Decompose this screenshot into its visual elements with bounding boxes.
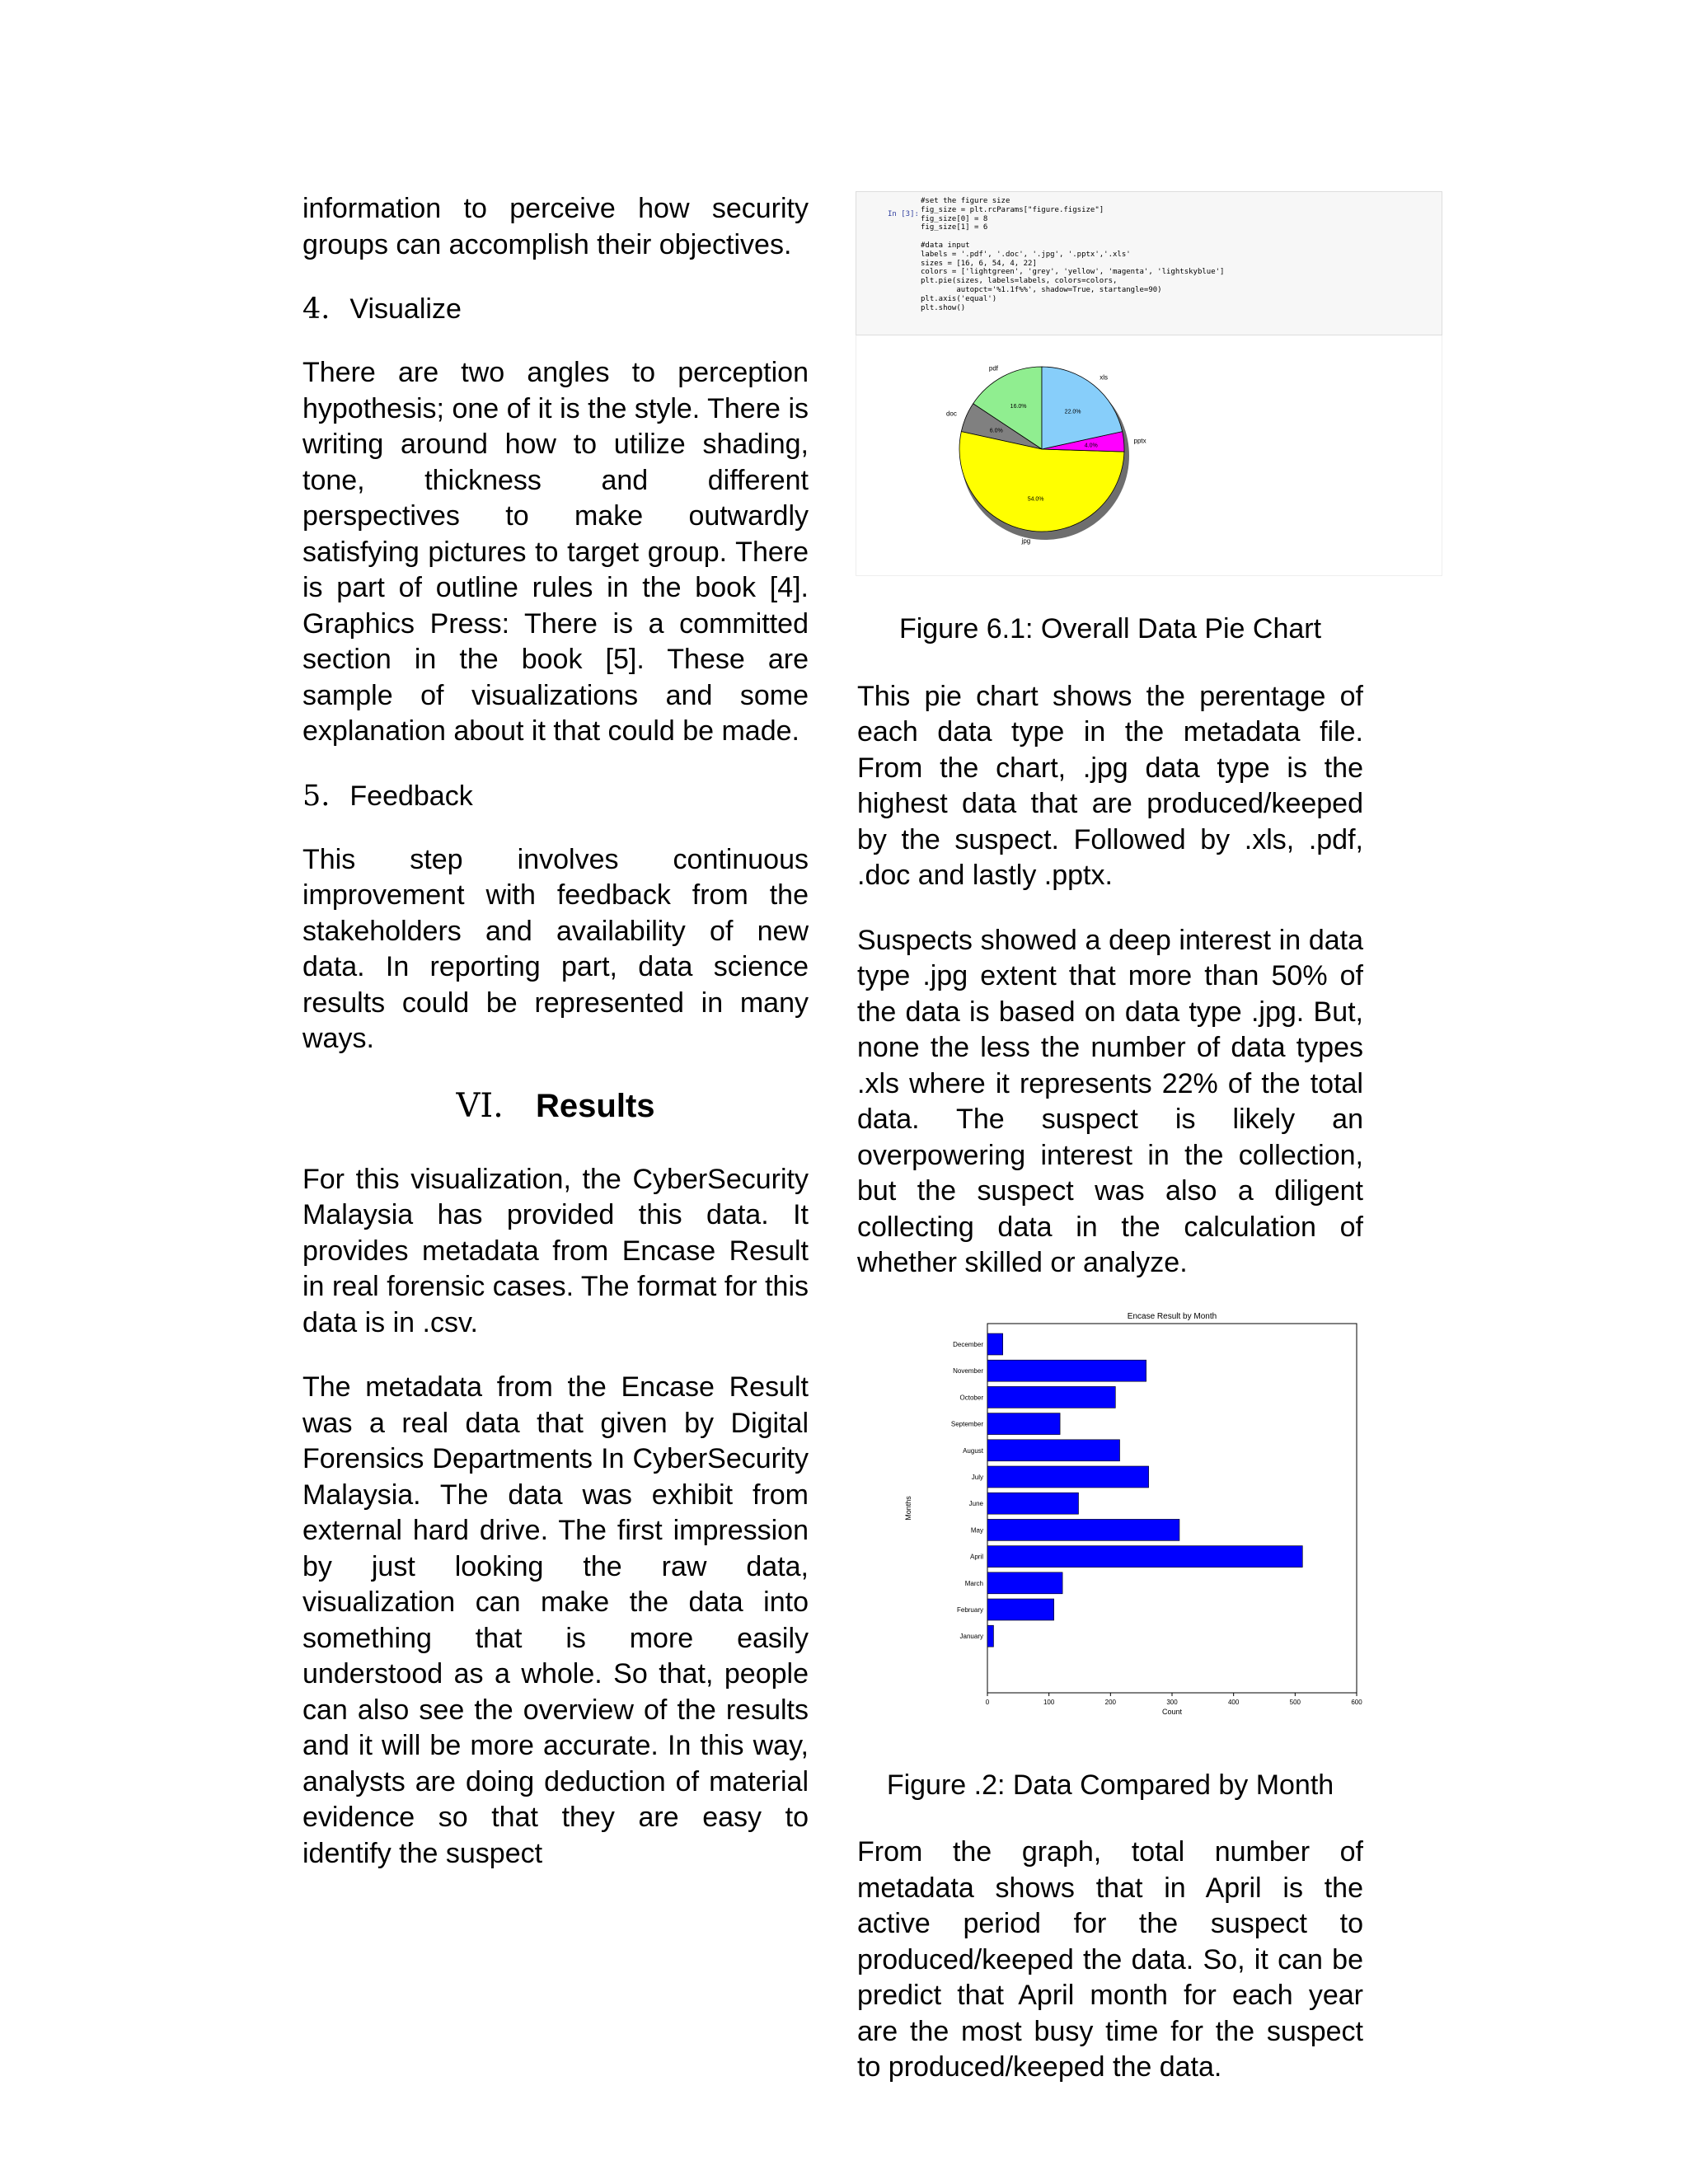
bar-february bbox=[987, 1599, 1054, 1620]
bar-april bbox=[987, 1545, 1302, 1567]
x-tick-label: 600 bbox=[1351, 1698, 1362, 1706]
code-prompt: In [3]: bbox=[888, 210, 919, 218]
x-tick-label: 200 bbox=[1104, 1698, 1117, 1706]
paragraph-pie-2: Suspects showed a deep interest in data type .jpg extent that more than 50% of the data is based on data type .jpg. But, none the less the number of data types .xls where it represents 22% of the total data. The suspect is likely an overpowering interest in the collection, but the suspect was also a diligent collecting data in the calculation of whether skilled or analyze. bbox=[857, 924, 1363, 1278]
code-line: fig_size[1] = 6 bbox=[921, 223, 988, 232]
code-line: fig_size = plt.rcParams["figure.figsize"] bbox=[921, 205, 1104, 214]
code-line: labels = '.pdf', '.doc', '.jpg', '.pptx','.xls' bbox=[921, 250, 1131, 259]
code-line: fig_size[0] = 8 bbox=[921, 214, 988, 223]
code-line: #data input bbox=[921, 241, 970, 250]
code-line: autopct='%1.1f%%', shadow=True, startangle=90) bbox=[921, 285, 1162, 294]
paragraph-intro: information to perceive how security groups can accomplish their objectives. bbox=[302, 193, 809, 260]
notebook-figure bbox=[856, 191, 1442, 579]
pie-percent-label: 22.0% bbox=[1064, 409, 1081, 415]
y-tick-label: July bbox=[971, 1473, 983, 1481]
code-line: plt.show() bbox=[921, 303, 966, 312]
heading-label: Visualize bbox=[349, 293, 462, 325]
left-column bbox=[302, 191, 809, 1900]
figure-caption-pie: Figure 6.1: Overall Data Pie Chart bbox=[898, 613, 1322, 644]
code-line bbox=[921, 232, 1224, 241]
pie-percent-label: 54.0% bbox=[1027, 496, 1044, 503]
section-number: VI. bbox=[456, 1086, 504, 1125]
bar-october bbox=[987, 1386, 1115, 1408]
heading-label: Feedback bbox=[349, 780, 473, 812]
y-tick-label: April bbox=[969, 1553, 983, 1561]
pie-chart bbox=[856, 335, 1442, 576]
x-tick-label: 100 bbox=[1043, 1698, 1055, 1706]
heading-number: 4. bbox=[302, 293, 331, 326]
y-tick-label: February bbox=[956, 1605, 983, 1614]
bar-september bbox=[987, 1413, 1060, 1434]
x-tick-label: 500 bbox=[1289, 1698, 1301, 1706]
y-tick-label: January bbox=[959, 1632, 983, 1640]
bar-december bbox=[987, 1333, 1003, 1355]
pie-chart-frame bbox=[856, 335, 1442, 576]
y-tick-label: May bbox=[970, 1526, 983, 1534]
code-cell bbox=[856, 191, 1442, 335]
code-line: #set the figure size bbox=[921, 197, 1010, 205]
bar-chart-frame bbox=[903, 1310, 1397, 1735]
bar-june bbox=[987, 1493, 1079, 1514]
y-tick-label: March bbox=[964, 1579, 983, 1587]
y-tick-label: August bbox=[963, 1446, 983, 1455]
pie-label: pdf bbox=[988, 364, 999, 373]
chart-title: Encase Result by Month bbox=[1127, 1311, 1217, 1321]
x-tick-label: 300 bbox=[1166, 1698, 1178, 1706]
pie-label: pptx bbox=[1133, 437, 1146, 445]
x-axis-label: Count bbox=[1161, 1707, 1183, 1716]
pie-label: xls bbox=[1100, 373, 1108, 382]
y-tick-label: December bbox=[953, 1340, 983, 1348]
heading-visualize bbox=[302, 292, 809, 327]
paragraph-results-2: The metadata from the Encase Result was a real data that given by Digital Forensics Departments In CyberSecurity Malaysia. The data was exhibit from external hard drive. The first impression by just looking the raw data, visualization can make the data into something that is more easily understood as a whole. So that, people can also see the overview of the results and it will be more accurate. In this way, analysts are doing deduction of material evidence so that they are easy to identify the suspect bbox=[302, 1371, 809, 1869]
section-title-results bbox=[302, 1086, 809, 1126]
code-line: plt.pie(sizes, labels=labels, colors=colors, bbox=[921, 277, 1118, 286]
bar-may bbox=[987, 1519, 1179, 1540]
pie-label: jpg bbox=[1021, 537, 1031, 546]
bar-july bbox=[987, 1466, 1149, 1488]
y-tick-label: November bbox=[953, 1366, 983, 1375]
y-tick-label: June bbox=[968, 1499, 983, 1507]
code-line: colors = ['lightgreen', 'grey', 'yellow', 'magenta', 'lightskyblue'] bbox=[921, 268, 1225, 277]
code-line: plt.axis('equal') bbox=[921, 294, 997, 303]
pie-percent-label: 6.0% bbox=[989, 428, 1003, 434]
y-axis-label: Months bbox=[904, 1495, 912, 1521]
paragraph-bar: From the graph, total number of metadata shows that in April is the active period for the suspect to produced/keeped the data. So, it can be predict that April month for each year are the most busy time for the suspect to produced/keeped the data. bbox=[857, 1836, 1363, 2083]
code-lines bbox=[921, 197, 1224, 312]
bar-chart bbox=[903, 1310, 1397, 1735]
x-tick-label: 400 bbox=[1227, 1698, 1240, 1706]
pie-percent-label: 4.0% bbox=[1084, 443, 1098, 449]
x-tick-label: 0 bbox=[985, 1698, 990, 1706]
bar-march bbox=[987, 1572, 1062, 1593]
section-label: Results bbox=[536, 1087, 655, 1124]
pie-label: doc bbox=[945, 410, 957, 418]
paragraph-pie-1: This pie chart shows the perentage of each data type in the metadata file. From the chart, .jpg data type is the highest data that are produced/keeped by the suspect. Followed by .xls, .pdf, .doc and lastly .pptx. bbox=[857, 680, 1363, 891]
bar-january bbox=[987, 1625, 993, 1647]
y-tick-label: October bbox=[959, 1393, 983, 1401]
paragraph-visualize: There are two angles to perception hypothesis; one of it is the style. There is writing around how to utilize shading, tone, thickness and different perspectives to make outwardly satisfying pictures to target group. There is part of outline rules in the book [4]. Graphics Press: There is a committed section in the book [5]. These are sample of visualizations and some explanation about it that could be made. bbox=[302, 357, 809, 747]
heading-feedback bbox=[302, 779, 809, 814]
paragraph-results-1: For this visualization, the CyberSecurity Malaysia has provided this data. It provides metadata from Encase Result in real forensic cases. The format for this data is in .csv. bbox=[302, 1163, 809, 1338]
right-column bbox=[857, 191, 1363, 2115]
bar-august bbox=[987, 1439, 1120, 1460]
bar-november bbox=[987, 1360, 1146, 1381]
pie-percent-label: 16.0% bbox=[1010, 404, 1027, 410]
y-tick-label: September bbox=[950, 1420, 983, 1428]
paragraph-feedback: This step involves continuous improvement with feedback from the stakeholders and availability of new data. In reporting part, data science results could be represented in many ways. bbox=[302, 843, 809, 1054]
code-line: sizes = [16, 6, 54, 4, 22] bbox=[921, 259, 1037, 268]
figure-caption-bar: Figure .2: Data Compared by Month bbox=[886, 1769, 1334, 1801]
heading-number: 5. bbox=[302, 779, 331, 813]
